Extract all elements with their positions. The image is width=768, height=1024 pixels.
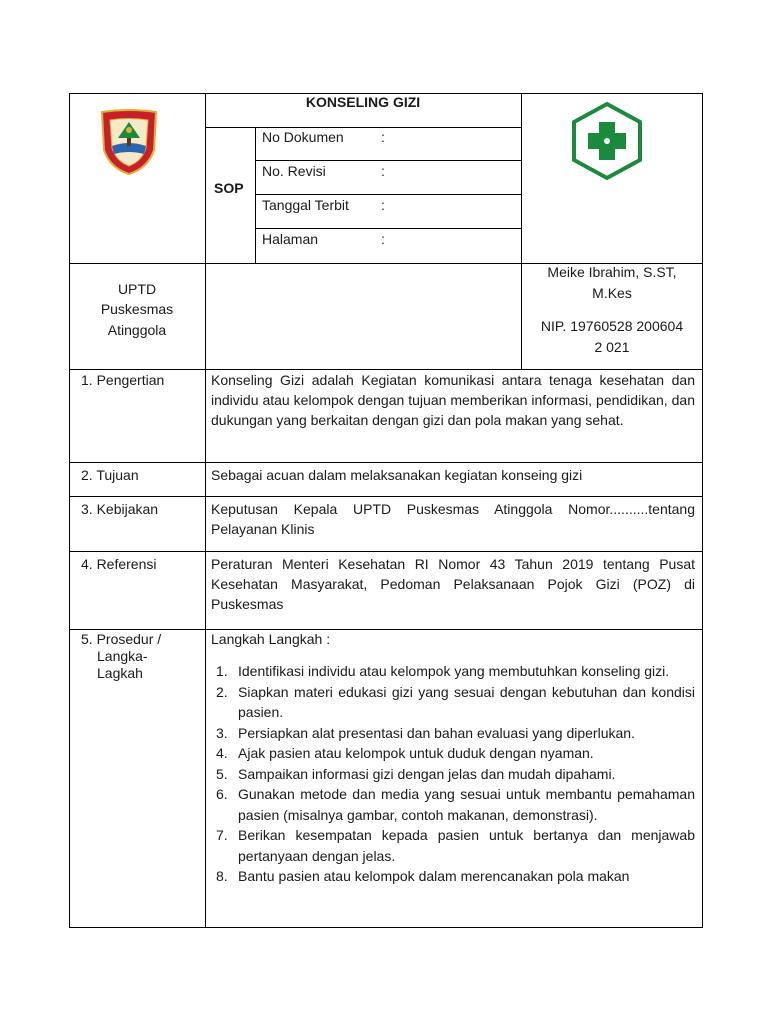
section-text-referensi: Peraturan Menteri Kesehatan RI Nomor 43 Tahun 2019 tentang Pusat Kesehatan Masyarakat, Pedoman Pelaksanaan Pojok Gizi (POZ) di Puskesmas bbox=[211, 556, 695, 612]
section-text-kebijakan: Keputusan Kepala UPTD Puskesmas Atinggola Nomor..........tentang Pelayanan Klinis bbox=[211, 501, 695, 537]
field-tanggal-terbit-label: Tanggal Terbit bbox=[262, 197, 349, 213]
org-line-2: Puskesmas bbox=[100, 301, 174, 317]
list-item: 4. Ajak pasien atau kelompok untuk duduk dengan nyaman. bbox=[216, 745, 594, 761]
list-item: 3. Persiapkan alat presentasi dan bahan evaluasi yang diperlukan. bbox=[216, 724, 635, 741]
divider bbox=[205, 93, 206, 928]
signer-name-line-2: M.Kes bbox=[592, 285, 632, 301]
list-item: 2. Siapkan materi edukasi gizi yang sesuai dengan kebutuhan dan kondisi pasien. bbox=[216, 683, 695, 720]
org-line-3: Atinggola bbox=[107, 322, 167, 338]
signer-nip-line-2: 2 021 bbox=[594, 339, 630, 355]
list-item: 6. Gunakan metode dan media yang sesuai untuk membantu pemahaman pasien (misalnya gambar, contoh makanan, demonstrasi). bbox=[216, 786, 695, 823]
divider bbox=[69, 462, 703, 463]
list-item: 7. Berikan kesempatan kepada pasien untuk bertanya dan menjawab pertanyaan dengan jelas. bbox=[216, 827, 695, 864]
section-label-prosedur-1: 5. Prosedur / bbox=[81, 631, 162, 647]
procedure-steps bbox=[211, 661, 695, 887]
field-no-revisi-label: No. Revisi bbox=[262, 163, 326, 179]
field-no-revisi-colon: : bbox=[381, 163, 385, 179]
document-title: KONSELING GIZI bbox=[305, 94, 421, 110]
field-halaman-colon: : bbox=[381, 231, 385, 247]
section-label-prosedur-3: Lagkah bbox=[97, 665, 143, 681]
section-text-pengertian: Konseling Gizi adalah Kegiatan komunikasi antara tenaga kesehatan dan individu atau kelompok dengan tujuan memberikan informasi, pendidikan, dan dukungan yang berkaitan dengan gizi dan pola makan yang sehat. bbox=[211, 372, 695, 428]
divider bbox=[69, 629, 703, 630]
divider bbox=[69, 551, 703, 552]
procedure-intro: Langkah Langkah : bbox=[211, 631, 331, 647]
signer-nip-line-1: NIP. 19760528 200604 bbox=[540, 318, 684, 334]
field-no-dokumen-colon: : bbox=[381, 129, 385, 145]
section-label-tujuan: 2. Tujuan bbox=[81, 467, 139, 483]
divider bbox=[255, 127, 256, 263]
field-tanggal-terbit-colon: : bbox=[381, 197, 385, 213]
list-item: 1. Identifikasi individu atau kelompok yang membutuhkan konseling gizi. bbox=[216, 663, 670, 679]
field-halaman-label: Halaman bbox=[262, 231, 319, 247]
sop-label: SOP bbox=[214, 180, 244, 196]
section-label-prosedur-2: Langka- bbox=[97, 648, 148, 664]
org-line-1: UPTD bbox=[117, 281, 157, 297]
list-item: 5. Sampaikan informasi gizi dengan jelas dan mudah dipahami. bbox=[216, 765, 616, 782]
section-label-referensi: 4. Referensi bbox=[81, 556, 157, 572]
field-no-dokumen-label: No Dokumen bbox=[262, 129, 344, 145]
divider bbox=[69, 496, 703, 497]
puskesmas-cross-icon bbox=[568, 100, 646, 182]
section-label-kebijakan: 3. Kebijakan bbox=[81, 501, 159, 517]
signer-name-line-1: Meike Ibrahim, S.ST, bbox=[547, 264, 677, 280]
section-label-pengertian: 1. Pengertian bbox=[81, 372, 165, 388]
list-item: 8. Bantu pasien atau kelompok dalam merencanakan pola makan bbox=[216, 868, 630, 884]
regional-emblem-icon bbox=[98, 108, 160, 176]
section-text-tujuan: Sebagai acuan dalam melaksanakan kegiatan konseing gizi bbox=[211, 467, 583, 483]
divider bbox=[205, 127, 522, 128]
